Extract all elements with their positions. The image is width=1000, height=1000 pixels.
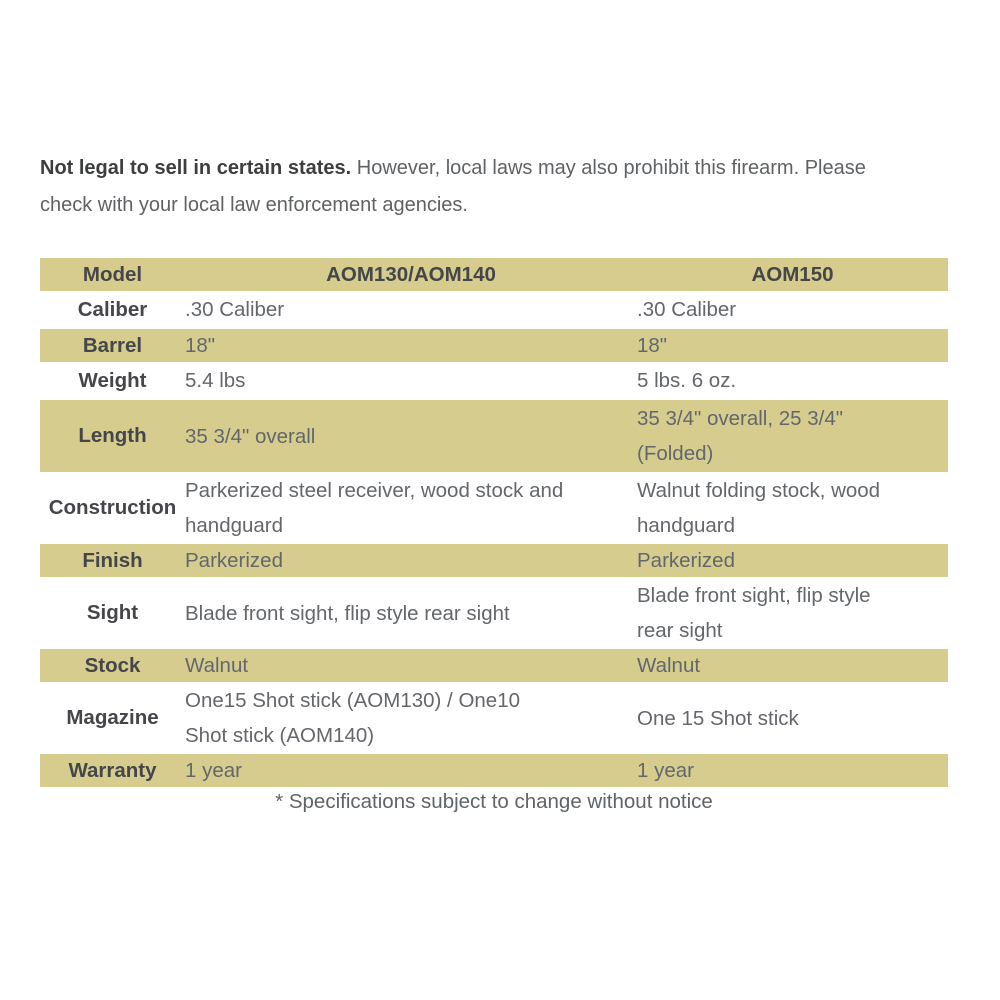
spec-label: Magazine — [66, 706, 159, 730]
spec-value-aom130-140: .30 Caliber — [185, 298, 285, 322]
table-row-sight — [40, 577, 948, 649]
header-model-label: Model — [82, 262, 143, 286]
table-row-barrel — [40, 329, 948, 362]
spec-label: Stock — [84, 653, 141, 677]
spec-value-aom150: 5 lbs. 6 oz. — [637, 369, 737, 393]
spec-label: Warranty — [68, 758, 157, 782]
spec-label: Caliber — [77, 298, 148, 322]
spec-label: Length — [78, 424, 147, 448]
spec-value-aom150: Parkerized — [637, 548, 735, 572]
spec-value-aom150: .30 Caliber — [637, 298, 737, 322]
spec-value-aom130-140: 35 3/4" overall — [185, 425, 316, 449]
table-row-magazine — [40, 682, 948, 754]
spec-label: Finish — [82, 548, 143, 572]
table-row-stock — [40, 649, 948, 682]
legal-disclaimer-bold: Not legal to sell in certain states. — [40, 157, 352, 179]
spec-value-aom130-140: 1 year — [185, 758, 242, 782]
spec-value-aom150: 1 year — [637, 758, 694, 782]
spec-value-aom130-140: One15 Shot stick (AOM130) / One10 Shot stick (AOM140) — [185, 689, 520, 747]
spec-value-aom130-140: Parkerized — [185, 548, 283, 572]
spec-value-aom130-140: Walnut — [185, 653, 249, 677]
spec-value-aom130-140: 5.4 lbs — [185, 369, 246, 393]
legal-disclaimer — [40, 150, 910, 224]
spec-table — [40, 258, 948, 787]
header-aom130-140: AOM130/AOM140 — [326, 262, 496, 286]
spec-value-aom130-140: Parkerized steel receiver, wood stock and handguard — [185, 479, 564, 537]
spec-value-aom150: 35 3/4" overall, 25 3/4" (Folded) — [637, 407, 844, 465]
spec-value-aom150: Walnut folding stock, wood handguard — [637, 479, 881, 537]
table-header-row — [40, 258, 948, 291]
table-row-weight — [40, 362, 948, 400]
table-row-finish — [40, 544, 948, 577]
spec-value-aom130-140: Blade front sight, flip style rear sight — [185, 602, 510, 626]
table-row-warranty — [40, 754, 948, 787]
table-row-length — [40, 400, 948, 472]
spec-value-aom150: One 15 Shot stick — [637, 707, 799, 731]
spec-value-aom150: Walnut — [637, 653, 701, 677]
spec-label: Weight — [78, 369, 147, 393]
spec-value-aom150: Blade front sight, flip style rear sight — [637, 584, 871, 642]
spec-value-aom150: 18" — [637, 333, 668, 357]
spec-label: Sight — [86, 601, 139, 625]
spec-value-aom130-140: 18" — [185, 333, 216, 357]
table-row-caliber — [40, 291, 948, 329]
spec-label: Construction — [48, 496, 177, 520]
spec-footnote: * Specifications subject to change without notice — [275, 790, 713, 813]
spec-label: Barrel — [82, 333, 143, 357]
table-row-construction — [40, 472, 948, 544]
legal-disclaimer-text: However, local laws may also prohibit this firearm. Please check with your local law enforcement agencies. — [40, 157, 866, 216]
header-aom150: AOM150 — [751, 262, 834, 286]
